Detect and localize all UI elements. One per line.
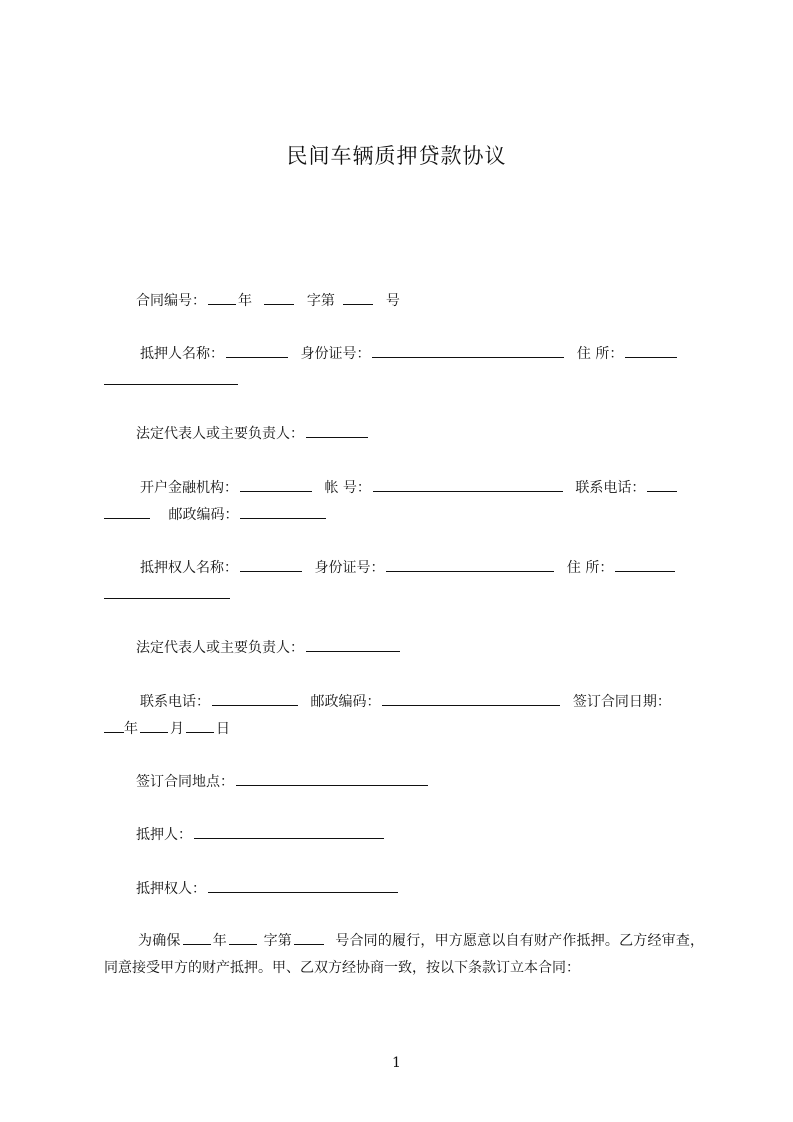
pledgor-name-blank[interactable]: [226, 342, 288, 358]
contact-phone-blank[interactable]: [212, 690, 298, 706]
bank-line: [140, 475, 679, 501]
sign-month-blank[interactable]: [140, 717, 168, 733]
account-label: 帐 号：: [324, 480, 371, 496]
bank-line-continued: [104, 502, 328, 528]
pledgor-line: [140, 341, 679, 367]
bank-postcode-blank[interactable]: [240, 503, 326, 519]
pledgee-id-blank[interactable]: [386, 556, 554, 572]
pledgee-id-label: 身份证号：: [314, 560, 385, 576]
bank-phone-blank[interactable]: [647, 476, 677, 492]
signer-pledgee-label: 抵押权人：: [136, 881, 206, 897]
sign-place-blank[interactable]: [236, 770, 428, 786]
contract-hao-label: 号: [385, 293, 400, 309]
pledgor-address-label: 住 所：: [576, 346, 624, 362]
legal-rep-label-2: 法定代表人或主要负责人：: [136, 640, 304, 656]
signer-pledgor-label: 抵押人：: [136, 827, 192, 843]
sign-place-label: 签订合同地点：: [136, 774, 234, 790]
contact-line: [140, 689, 671, 715]
bank-phone-blank-cont[interactable]: [104, 503, 150, 519]
pledgee-name-blank[interactable]: [240, 556, 302, 572]
page-number: 1: [392, 1055, 401, 1071]
pledgee-address-blank[interactable]: [615, 556, 675, 572]
legal-rep-blank-1[interactable]: [306, 422, 368, 438]
contract-zidi-label: 字第: [306, 293, 335, 309]
intro-year-blank[interactable]: [183, 929, 211, 945]
pledgor-address-blank[interactable]: [625, 342, 677, 358]
signer-pledgee-blank[interactable]: [208, 877, 398, 893]
contract-number-line: [136, 288, 400, 314]
contract-year-blank[interactable]: [208, 289, 236, 305]
contact-postcode-blank[interactable]: [382, 690, 560, 706]
contract-serial-blank[interactable]: [343, 289, 373, 305]
pledgee-address-blank-cont[interactable]: [104, 583, 230, 599]
sign-month-label: 月: [170, 721, 184, 737]
signer-pledgor-line: [136, 822, 386, 848]
sign-date-continued: [104, 716, 230, 742]
bank-blank[interactable]: [240, 476, 312, 492]
contract-number-label: 合同编号：: [136, 293, 206, 309]
contact-phone-label: 联系电话：: [140, 694, 210, 710]
intro-zidi-label: 字第: [263, 933, 292, 949]
contract-prefix-blank[interactable]: [264, 289, 294, 305]
sign-day-blank[interactable]: [186, 717, 214, 733]
signer-pledgee-line: [136, 876, 400, 902]
intro-paragraph: [104, 928, 704, 982]
sign-year-blank[interactable]: [104, 717, 124, 733]
pledgee-name-label: 抵押权人名称：: [140, 560, 238, 576]
sign-year-label: 年: [124, 721, 138, 737]
legal-rep-line-2: [136, 635, 402, 661]
pledgee-address-continued: [104, 582, 230, 608]
intro-year-label: 年: [212, 933, 227, 949]
bank-phone-label: 联系电话：: [575, 480, 646, 496]
bank-label: 开户金融机构：: [140, 480, 238, 496]
pledgor-address-blank-cont[interactable]: [104, 369, 238, 385]
legal-rep-line-1: [136, 421, 370, 447]
contract-year-suffix: 年: [238, 293, 252, 309]
account-blank[interactable]: [373, 476, 563, 492]
pledgor-id-label: 身份证号：: [300, 346, 371, 362]
pledgee-line: [140, 555, 677, 581]
sign-date-label: 签订合同日期：: [572, 694, 671, 710]
intro-part1: 为确保: [138, 933, 181, 949]
document-title: 民间车辆质押贷款协议: [286, 144, 507, 168]
intro-part2: 号合同的履行，甲方愿意以自有财产作抵押。乙方经审查，同意接受甲方的财产抵押。甲、乙双方经协商一致，按以下条款订立本合同：: [104, 933, 705, 976]
sign-day-label: 日: [216, 721, 230, 737]
intro-prefix-blank[interactable]: [229, 929, 257, 945]
pledgor-name-label: 抵押人名称：: [140, 346, 224, 362]
contact-postcode-label: 邮政编码：: [310, 694, 381, 710]
pledgor-address-continued: [104, 368, 238, 394]
sign-place-line: [136, 769, 430, 795]
pledgee-address-label: 住 所：: [566, 560, 614, 576]
intro-serial-blank[interactable]: [294, 929, 324, 945]
pledgor-id-blank[interactable]: [372, 342, 564, 358]
legal-rep-blank-2[interactable]: [306, 636, 400, 652]
bank-postcode-label: 邮政编码：: [168, 507, 239, 523]
signer-pledgor-blank[interactable]: [194, 823, 384, 839]
legal-rep-label-1: 法定代表人或主要负责人：: [136, 426, 304, 442]
